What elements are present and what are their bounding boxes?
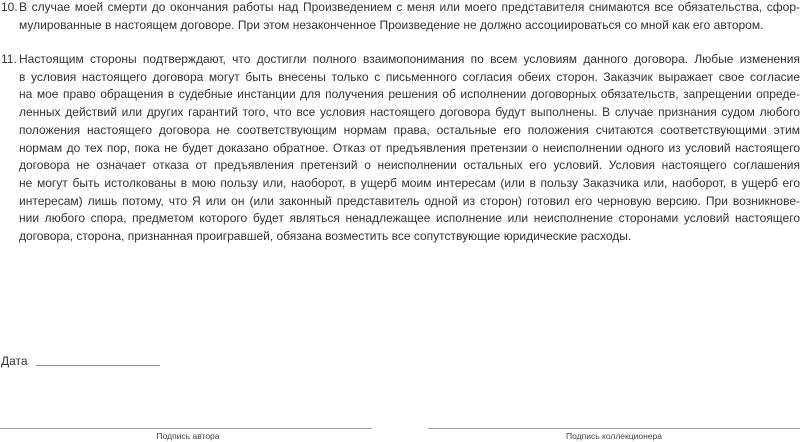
clause-number: 11.	[1, 52, 17, 66]
date-label: Дата	[1, 354, 28, 368]
clause-text	[19, 51, 800, 246]
text-line: интересам) лишь потому, что Я или он (или законный представитель одной из сторон) готовил его черновую версию. При возникнове-	[19, 193, 800, 208]
text-line: на мое право обращения в судебные инстанции для получения решения об исполнении договорных обязательств, запрещении опреде-	[19, 87, 800, 102]
text-line: нормам до тех пор, пока не будет доказано обратное. Отказ от предъявления претензии о неисполнении одного из условий настоящего	[19, 140, 800, 155]
date-blank-line	[36, 365, 160, 366]
text-line: мулированные в настоящем договоре. При этом незаконченное Произведение не должно ассоциироваться со мной как его автором.	[19, 17, 764, 32]
text-line: ленных действий или других гарантий того, что все условия настоящего договора будут выполнены. В случае признания судом любого	[19, 105, 800, 120]
text-line: не могут быть истолкованы в мою пользу или, наоборот, в ущерб моим интересам (или в пользу Заказчика или, наоборот, в ущерб его	[19, 175, 800, 190]
text-line: В случае моей смерти до окончания работы над Произведением с меня или моего представителя снимаются все обязательства, сфор-	[19, 0, 800, 14]
text-line: Настоящим стороны подтверждают, что достигли полного взаимопонимания по всем условиям данного договора. Любые изменения	[19, 52, 800, 66]
clause-text	[19, 0, 800, 34]
text-line: договора не означает отказа от предъявления претензий о неисполнении остальных его условий. Условия настоящего соглашения	[19, 158, 800, 173]
text-line: нии любого спора, предметом которого будет являться ненадлежащее исполнение или неисполнение сторонами условий настоящего	[19, 211, 800, 226]
clause-number: 10.	[1, 0, 18, 14]
text-line: в условия настоящего договора могут быть внесены только с письменного согласия обеих сторон. Заказчик выражает свое согласие	[19, 69, 800, 84]
author-signature-line	[0, 428, 372, 429]
author-signature-caption: Подпись автора	[156, 431, 220, 441]
text-line: положения настоящего договора не соответствующим нормам права, остальные его положения считаются соответствующими этим	[19, 122, 800, 137]
collector-signature-line	[428, 428, 800, 429]
collector-signature-caption: Подпись коллекционера	[566, 431, 662, 441]
text-line: договора, сторона, признанная проигравшей, обязана возместить все сопутствующие юридические расходы.	[19, 229, 632, 244]
